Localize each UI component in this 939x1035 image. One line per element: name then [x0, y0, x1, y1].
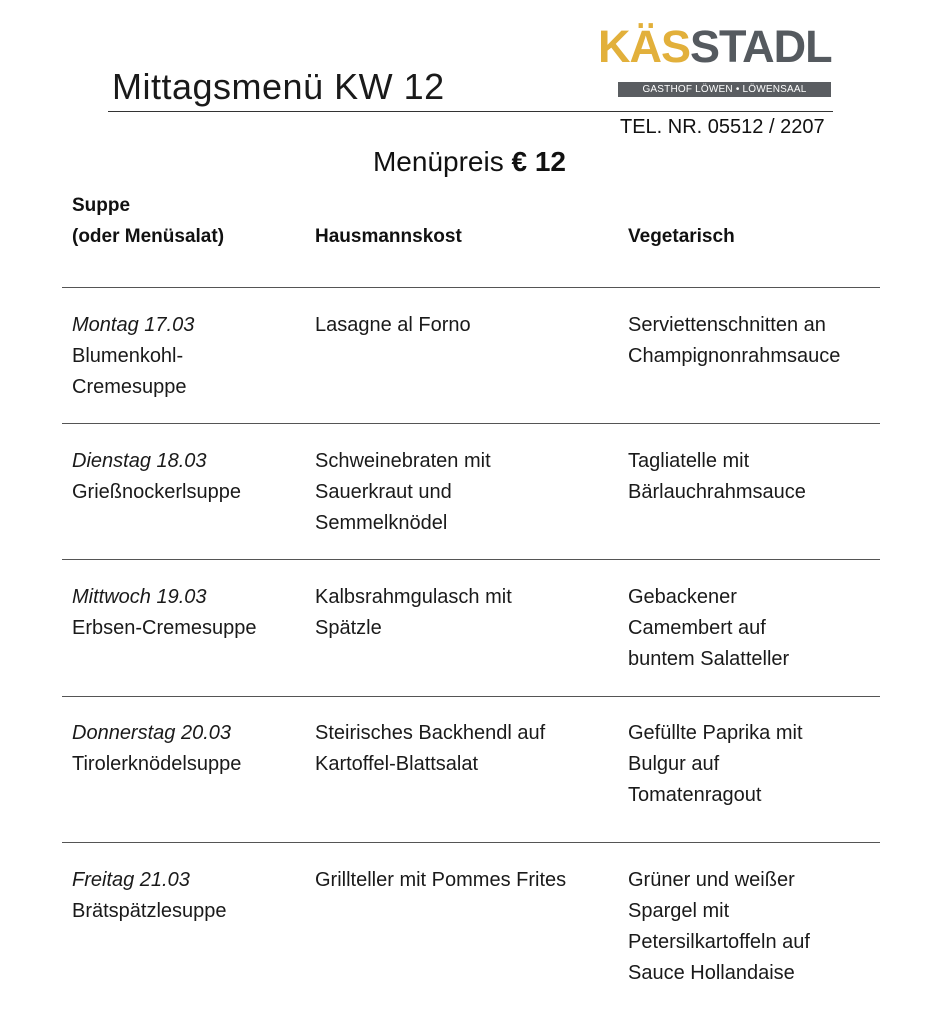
title-underline: [108, 111, 833, 112]
main-line: Kartoffel-Blattsalat: [315, 753, 479, 775]
row-divider: [62, 423, 880, 424]
veg-line: Gefüllte Paprika mit: [628, 722, 803, 744]
veg-cell-friday: [628, 865, 810, 989]
main-line: Spätzle: [315, 617, 382, 639]
column-header-soup: [72, 190, 224, 252]
logo-tagline: GASTHOF LÖWEN • LÖWENSAAL: [618, 82, 831, 97]
main-line: Semmelknödel: [315, 512, 448, 534]
logo-wordmark-gray: STADL: [690, 21, 832, 72]
main-line: Grillteller mit Pommes Frites: [315, 869, 567, 891]
day-label: Donnerstag 20.03: [72, 722, 232, 744]
row-divider: [62, 559, 880, 560]
veg-line: Tomatenragout: [628, 784, 762, 806]
column-header-soup-line2: (oder Menüsalat): [72, 226, 225, 247]
soup-cell-friday: [72, 865, 227, 927]
main-cell-monday: [315, 310, 471, 341]
row-divider: [62, 696, 880, 697]
main-line: Steirisches Backhendl auf: [315, 722, 546, 744]
soup-cell-monday: [72, 310, 194, 403]
soup-cell-wednesday: [72, 582, 257, 644]
main-cell-thursday: [315, 718, 545, 780]
day-label: Dienstag 18.03: [72, 450, 207, 472]
veg-line: Spargel mit: [628, 900, 730, 922]
veg-line: Sauce Hollandaise: [628, 962, 795, 984]
column-header-soup-line1: Suppe: [72, 195, 131, 216]
main-line: Lasagne al Forno: [315, 314, 471, 336]
soup-line: Tirolerknödelsuppe: [72, 753, 242, 775]
phone-number: TEL. NR. 05512 / 2207: [620, 116, 825, 138]
day-label: Freitag 21.03: [72, 869, 190, 891]
veg-line: Bärlauchrahmsauce: [628, 481, 806, 503]
main-line: Kalbsrahmgulasch mit: [315, 586, 512, 608]
column-header-main: Hausmannskost: [315, 226, 462, 247]
main-cell-tuesday: [315, 446, 491, 539]
soup-line: Erbsen-Cremesuppe: [72, 617, 257, 639]
main-cell-wednesday: [315, 582, 512, 644]
veg-cell-tuesday: [628, 446, 806, 508]
veg-line: Gebackener: [628, 586, 737, 608]
veg-line: Serviettenschnitten an: [628, 314, 826, 336]
price-value: € 12: [511, 146, 566, 177]
day-label: Mittwoch 19.03: [72, 586, 207, 608]
veg-line: Tagliatelle mit: [628, 450, 750, 472]
main-line: Schweinebraten mit: [315, 450, 491, 472]
soup-line: Cremesuppe: [72, 376, 187, 398]
soup-line: Grießnockerlsuppe: [72, 481, 241, 503]
veg-line: buntem Salatteller: [628, 648, 790, 670]
main-line: Sauerkraut und: [315, 481, 452, 503]
veg-cell-monday: [628, 310, 840, 372]
row-divider: [62, 287, 880, 288]
veg-cell-wednesday: [628, 582, 789, 675]
soup-cell-tuesday: [72, 446, 241, 508]
veg-line: Camembert auf: [628, 617, 766, 639]
soup-line: Brätspätzlesuppe: [72, 900, 227, 922]
logo-wordmark-gold: KÄS: [598, 21, 691, 72]
page-title: Mittagsmenü KW 12: [112, 66, 445, 107]
logo: [598, 21, 834, 98]
veg-line: Petersilkartoffeln auf: [628, 931, 810, 953]
veg-line: Grüner und weißer: [628, 869, 795, 891]
menu-price: [0, 146, 939, 178]
logo-wordmark: [598, 21, 832, 72]
main-cell-friday: [315, 865, 566, 896]
veg-line: Champignonrahmsauce: [628, 345, 841, 367]
day-label: Montag 17.03: [72, 314, 195, 336]
row-divider: [62, 842, 880, 843]
veg-line: Bulgur auf: [628, 753, 720, 775]
column-header-veg: Vegetarisch: [628, 226, 735, 247]
price-label: Menüpreis: [372, 146, 504, 177]
veg-cell-thursday: [628, 718, 803, 811]
soup-cell-thursday: [72, 718, 241, 780]
soup-line: Blumenkohl-: [72, 345, 184, 367]
